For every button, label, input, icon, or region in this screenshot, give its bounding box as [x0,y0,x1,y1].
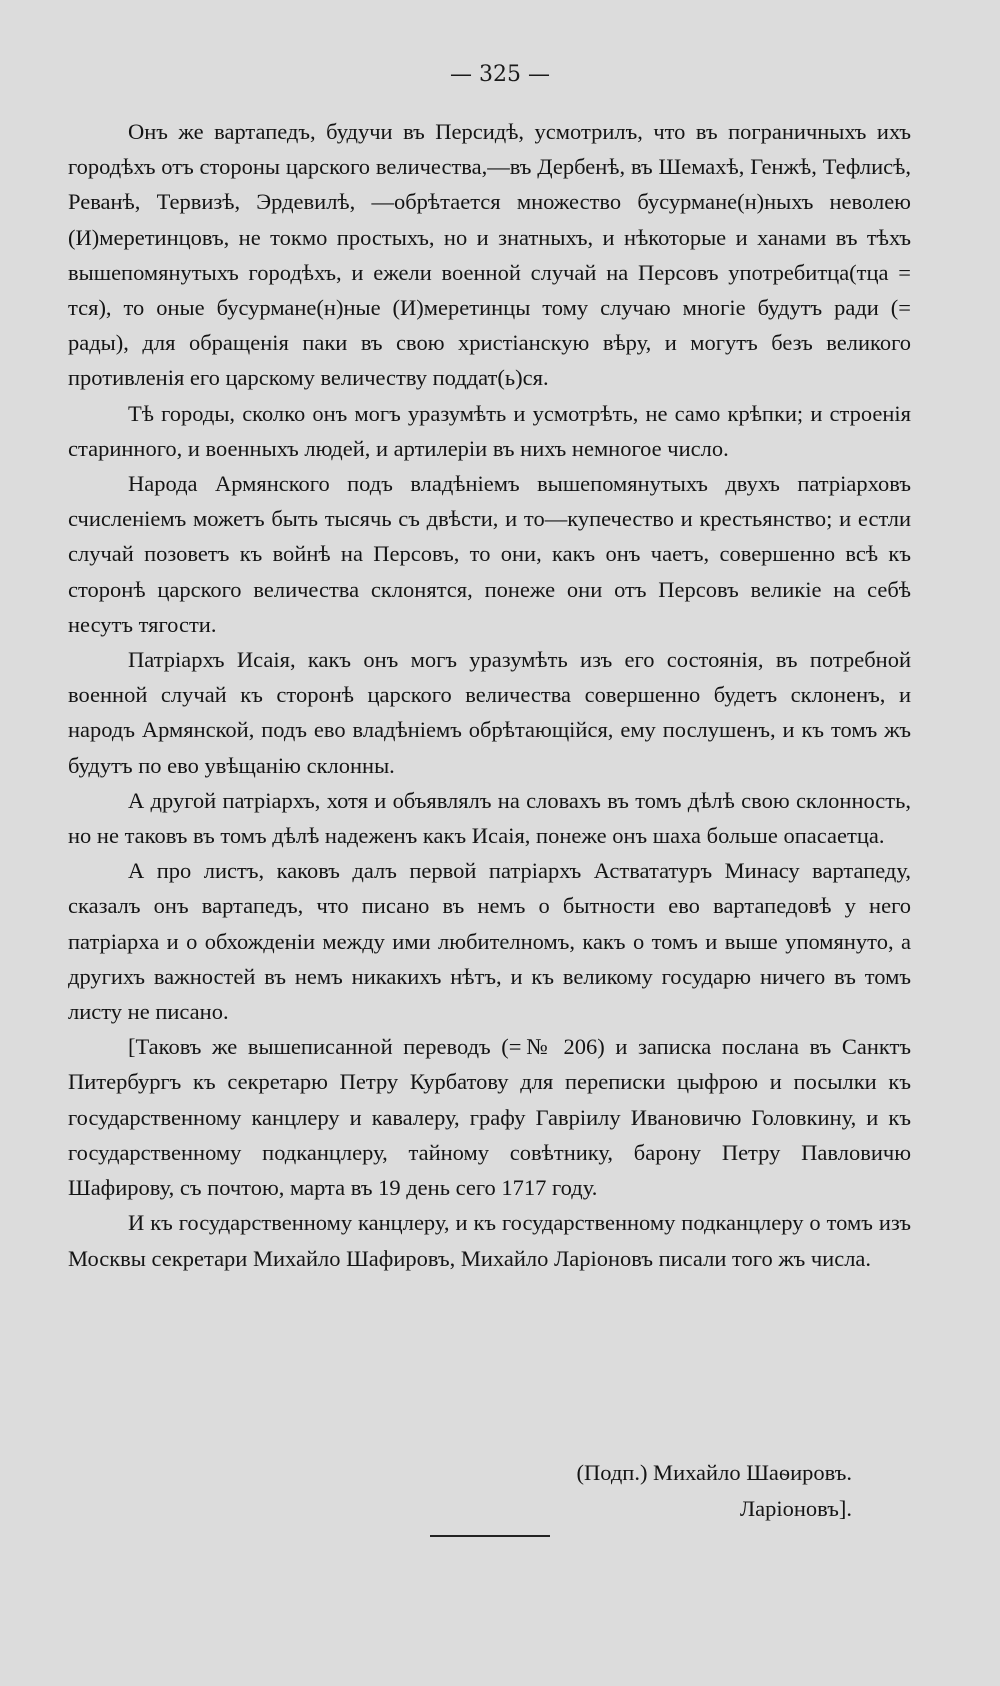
paragraph-6: А про листъ, каковъ далъ первой патріархъ Аствататуръ Минасу вартапеду, сказалъ онъ вартапедъ, что писано въ немъ о бытности ево вартапедовѣ у него патріарха и о обхожденіи между ими любителномъ, какъ о томъ и выше упомянуто, а другихъ важностей въ немъ никакихъ нѣтъ, и къ великому государю ничего въ томъ листу не писано. [68,858,911,1025]
body-text [68,114,911,1276]
paragraph-3: Народа Армянского подъ владѣніемъ вышепомянутыхъ двухъ патріарховъ счисленіемъ можетъ быть тысячь съ двѣсти, и то—купечество и крестьянство; и естли случай позоветъ къ войнѣ на Персовъ, то они, какъ онъ чаетъ, совершенно всѣ къ сторонѣ царского величества склонятся, понеже они отъ Персовъ великіе на себѣ несутъ тягости. [68,471,911,637]
paragraph-8: И къ государственному канцлеру, и къ государственному подканцлеру о томъ изъ Москвы секретари Михайло Шафировъ, Михайло Ларіоновъ писали того жъ числа. [68,1210,911,1271]
paragraph-1: Онъ же вартапедъ, будучи въ Персидѣ, усмотрилъ, что въ пограничныхъ ихъ городѣхъ отъ стороны царского величества,—въ Дербенѣ, въ Шемахѣ, Генжѣ, Тефлисѣ, Реванѣ, Тервизѣ, Эрдевилѣ, —обрѣтается множество бусурмане(н)ныхъ неволею (И)меретинцовъ, не токмо простыхъ, но и знатныхъ, и нѣкоторые и ханами въ тѣхъ вышепомянутыхъ городѣхъ, и ежели военной случай на Персовъ употребитца(тца = тся), то оные бусурмане(н)ные (И)меретинцы тому случаю многіе будутъ ради (= рады), для обращенія паки въ свою христіанскую вѣру, и могутъ безъ великого противленія его царскому величеству поддат(ь)ся. [68,119,911,391]
paragraph-7: [Таковъ же вышеписанной переводъ (=№ 206) и записка послана въ Санктъ Питербургъ къ секретарю Петру Курбатову для переписки цыфрою и посылки къ государственному канцлеру и кавалеру, графу Гавріилу Ивановичю Головкину, и къ государственному подканцлеру, тайному совѣтнику, барону Петру Павловичю Шафирову, съ почтою, марта въ 19 день сего 1717 году. [68,1034,911,1201]
paragraph-2: Тѣ городы, сколко онъ могъ уразумѣть и усмотрѣть, не само крѣпки; и строенія старинного, и военныхъ людей, и артилеріи въ нихъ немногое число. [68,400,911,461]
paragraph-5: А другой патріархъ, хотя и объявлялъ на словахъ въ томъ дѣлѣ свою склонность, но не таковъ въ томъ дѣлѣ надеженъ какъ Исаія, понеже онъ шаха больше опасаетца. [68,787,911,849]
paragraph-4: Патріархъ Исаія, какъ онъ могъ уразумѣть изъ его состоянія, въ потребной военной случай къ сторонѣ царского величества совершенно будетъ склоненъ, и народъ Армянской, подъ ево владѣніемъ обрѣтающійся, ему послушенъ, и къ томъ жъ будутъ по ево увѣщанію склонны. [68,647,911,778]
signature-line-2: Ларіоновъ]. [739,1496,852,1521]
page-number: — 325 — [450,62,550,87]
closing-rule [430,1535,550,1537]
signature-line-1: (Подп.) Михайло Шаѳировъ. [576,1460,852,1485]
